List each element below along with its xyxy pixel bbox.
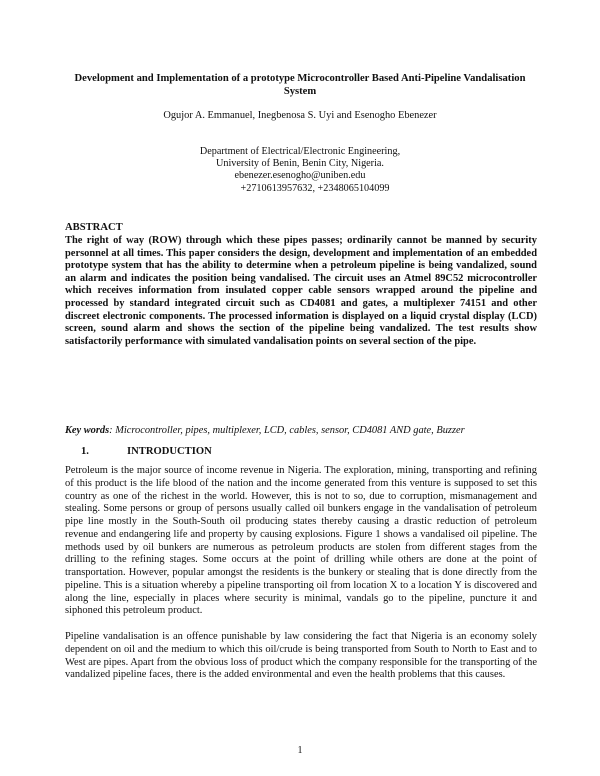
page-number: 1 [297,745,303,756]
keywords-line [65,425,537,436]
abstract-body: The right of way (ROW) through which these pipes passes; ordinarily cannot be manned by security personnel at all times. This paper considers the design, development and implementation of an embedded prototype system that has the ability to determine when a petroleum pipeline is being vandalized, sound an alarm and indicates the position being vandalised. The circuit uses an Atmel 89C52 microcontroller which receives information from insulated copper cable sensors wrapped around the pipeline and processed by standard integrated circuit such as CD4081 and gates, a multiplexer 74151 and other discreet electronic components. The processed information is displayed on a liquid crystal display (LCD) screen, sound alarm and shows the section of the pipeline being vandalized. The test results show satisfactorily performance with simulated vandalisation points on several section of the pipe. [65,235,537,347]
intro-paragraph-1: Petroleum is the major source of income revenue in Nigeria. The exploration, mining, transporting and refining of this product is the life blood of the nation and the income generated from this venture is supposed to set this country as one of the richest in the world. However, this is not to so, due to corruption, mismanagement and stealing. Some persons or group of persons usually called oil bunkers engage in the vandalisation of petroleum pipe line mostly in the South-South oil producing states thereby causing a drastic reduction of petroleum revenue and endangering life and property by causing explosions. Figure 1 shows a vandalised oil pipeline. The methods used by oil bunkers are numerous as petroleum products are stolen from different stages from the drilling to the refining stages. Some occurs at the point of drilling while others are done at the point of transportation. However, popular amongst the residents is the bunkery or stealing that is done directly from the pipeline. This is a situation whereby a pipeline transporting oil from location X to a location Y is discovered and along the line, especially in places where security is minimal, vandals go to the pipeline, puncture it and siphoned this petroleum product. [65,465,537,617]
keywords-text: : Microcontroller, pipes, multiplexer, LCD, cables, sensor, CD4081 AND gate, Buzzer [109,425,465,436]
abstract-heading: ABSTRACT [65,222,123,233]
section-heading [65,446,212,457]
intro-paragraph-2: Pipeline vandalisation is an offence punishable by law considering the fact that Nigeria is an economy solely dependent on oil and the medium to which this oil/crude is being transported from South to North to East and to West are pipes. Apart from the obvious loss of product which the company responsible for the transporting of the vandalized pipeline faces, there is the added environmental and even the health problems that this causes. [65,631,537,681]
affiliation-block [150,146,450,195]
affiliation-department: Department of Electrical/Electronic Engineering, [199,146,401,157]
affiliation-university: University of Benin, Benin City, Nigeria. [216,158,384,170]
section-title: INTRODUCTION [127,446,212,457]
affiliation-phone: +2710613957632, +2348065104099 [240,182,390,194]
paper-title: Development and Implementation of a prototype Microcontroller Based Anti-Pipeline Vandalisation System [74,73,526,97]
author-list: Ogujor A. Emmanuel, Inegbenosa S. Uyi and Esenogho Ebenezer [163,110,437,121]
affiliation-email: ebenezer.esenogho@uniben.edu [234,170,366,182]
keywords-label: Key words [65,425,110,436]
section-number: 1. [81,446,89,457]
